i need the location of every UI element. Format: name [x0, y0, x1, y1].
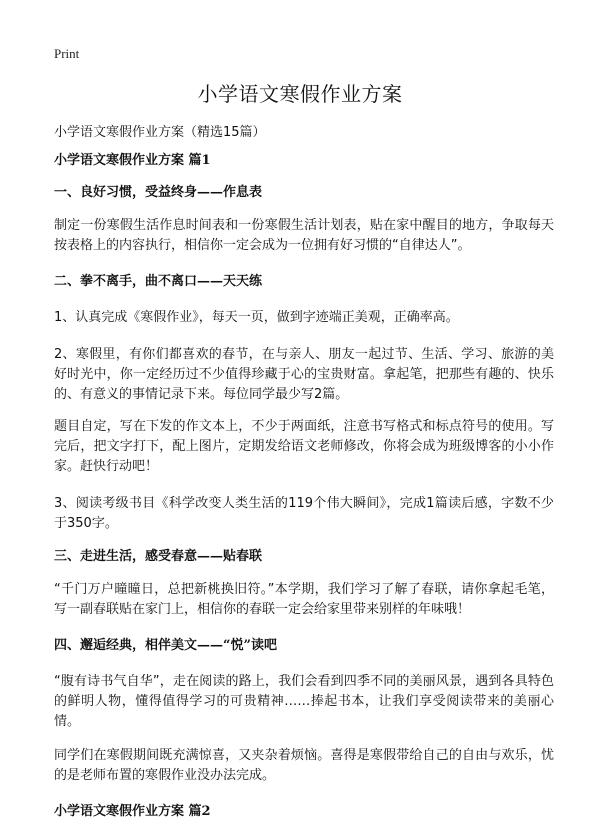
page-subtitle: 小学语文寒假作业方案（精选15篇） [54, 125, 266, 140]
document-body [54, 152, 554, 821]
paragraph: 1、认真完成《寒假作业》，每天一页，做到字迹端正美观，正确率高。 [54, 310, 459, 325]
section-heading: 一、良好习惯，受益终身——作息表 [54, 185, 263, 200]
paragraph: 同学们在寒假期间既充满惊喜，又夹杂着烦恼。喜得是寒假带给自己的自由与欢乐，忧的是老师布置的寒假作业没办法完成。 [54, 748, 554, 783]
print-label: Print [54, 46, 80, 61]
paragraph: 3、阅读考级书目《科学改变人类生活的119个伟大瞬间》，完成1篇读后感，字数不少于350字。 [54, 496, 554, 531]
section-heading: 四、邂逅经典，相伴美文——“悦”读吧 [54, 638, 277, 653]
paragraph: 2、寒假里，有你们都喜欢的春节，在与亲人、朋友一起过节、生活、学习、旅游的美好时光中，你一定经历过不少值得珍藏于心的宝贵财富。拿起笔，把那些有趣的、快乐的、有意义的事情记录下来。每位同学最少写2篇。 [54, 347, 554, 402]
paragraph: “千门万户曈曈日，总把新桃换旧符。”本学期，我们学习了解了春联，请你拿起毛笔，写一副春联贴在家门上，相信你的春联一定会给家里带来别样的年味哦！ [54, 582, 554, 617]
paragraph: 制定一份寒假生活作息时间表和一份寒假生活计划表，贴在家中醒目的地方，争取每天按表格上的内容执行，相信你一定会成为一位拥有好习惯的“自律达人”。 [54, 218, 554, 253]
page-title: 小学语文寒假作业方案 [197, 82, 403, 106]
section-heading: 三、走进生活，感受春意——贴春联 [54, 549, 263, 564]
article-heading: 小学语文寒假作业方案 篇2 [54, 804, 211, 819]
paragraph: “腹有诗书气自华”，走在阅读的路上，我们会看到四季不同的美丽风景，遇到各具特色的鲜明人物，懂得值得学习的可贵精神……捧起书本，让我们享受阅读带来的美丽心情。 [54, 674, 554, 729]
section-heading: 二、拳不离手，曲不离口——天天练 [54, 274, 263, 289]
paragraph: 题目自定，写在下发的作文本上，不少于两面纸，注意书写格式和标点符号的使用。写完后，把文字打下，配上图片，定期发给语文老师修改，你将会成为班级博客的小小作家。赶快行动吧！ [54, 419, 554, 474]
article-heading: 小学语文寒假作业方案 篇1 [54, 153, 211, 168]
